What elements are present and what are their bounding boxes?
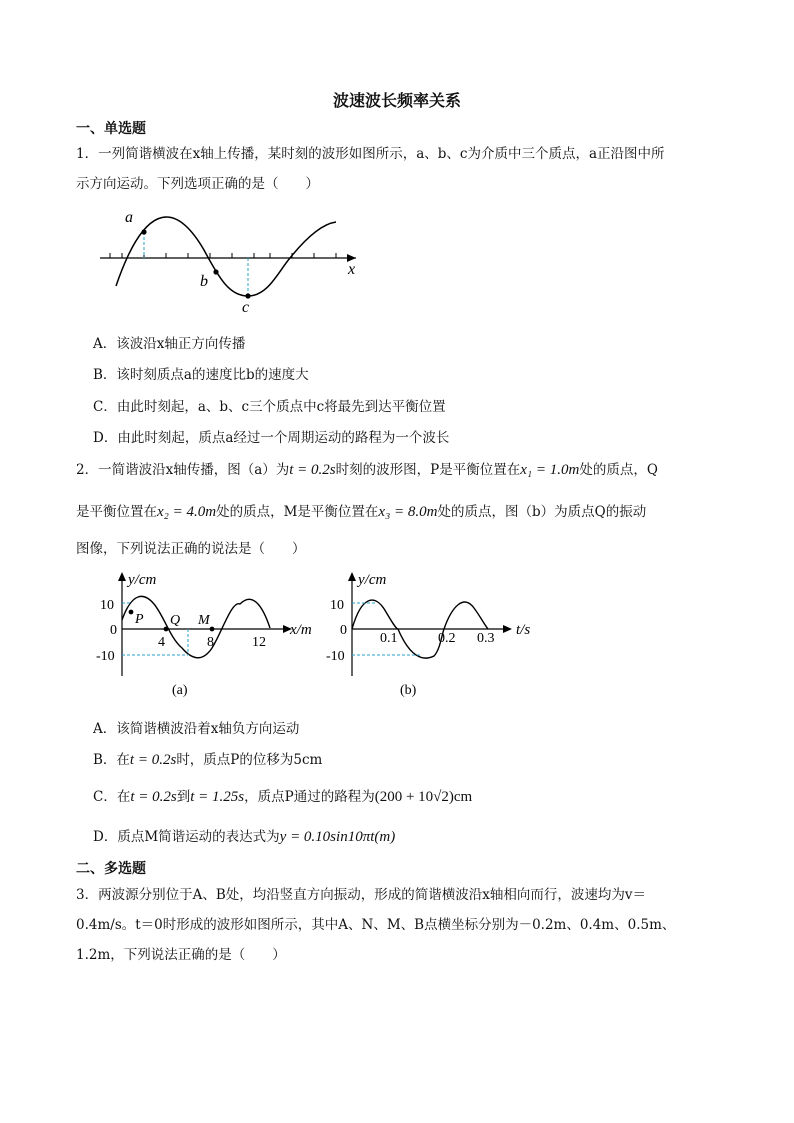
- figb-ylabel: y/cm: [358, 572, 387, 588]
- figa-tick-12: 12: [252, 635, 266, 650]
- q1-label-a: a: [125, 209, 133, 226]
- q1-stem-line1: 1．一列简谐横波在x轴上传播，某时刻的波形如图所示，a、b、c为介质中三个质点，a正沿图中所: [76, 146, 665, 162]
- figb-tick-0.3: 0.3: [477, 631, 495, 646]
- q1-point-c: [245, 293, 250, 298]
- q2-option-d[interactable]: D．质点M简谐运动的表达式为y = 0.10sin10πt(m): [93, 829, 396, 845]
- section-single-choice: 一、单选题: [76, 121, 146, 137]
- q3-stem-line2: 0.4m/s。t＝0时形成的波形如图所示，其中A、N、M、B点横坐标分别为－0.2m、0.4m、0.5m、: [76, 917, 676, 933]
- figa-y-top: 10: [100, 598, 114, 613]
- q1-label-c: c: [242, 299, 250, 316]
- q2-time-expr: t = 0.2s: [289, 462, 336, 478]
- figa-xlabel: x/m: [290, 622, 312, 638]
- page-title: 波速波长频率关系: [332, 91, 461, 110]
- q2-stem-line1: 2．一简谐波沿x轴传播，图（a）为t = 0.2s时刻的波形图，P是平衡位置在x₁ = 1.0m处的质点，Q: [76, 462, 658, 478]
- q2-x1-expr: x₁ = 1.0m: [520, 462, 580, 478]
- figa-point-P: [129, 610, 134, 615]
- figa-y-zero: 0: [110, 623, 117, 638]
- q1-option-a[interactable]: A．该波沿x轴正方向传播: [93, 336, 246, 352]
- figa-label-M: M: [198, 613, 210, 628]
- figa-caption: (a): [172, 683, 188, 698]
- q1-point-b: [213, 269, 218, 274]
- q1-option-c[interactable]: C．由此时刻起，a、b、c三个质点中c将最先到达平衡位置: [93, 399, 446, 415]
- q2-optd-expression: y = 0.10sin10πt(m): [279, 829, 396, 845]
- figb-caption: (b): [400, 683, 417, 698]
- q2-option-a[interactable]: A．该简谐横波沿着x轴负方向运动: [93, 721, 300, 737]
- figa-ylabel: y/cm: [128, 572, 157, 588]
- q1-option-d[interactable]: D．由此时刻起，质点a经过一个周期运动的路程为一个波长: [93, 430, 450, 446]
- q1-label-b: b: [200, 273, 208, 290]
- q3-stem-line3: 1.2m，下列说法正确的是（ ）: [76, 947, 286, 963]
- q2-stem-line2: 是平衡位置在x₂ = 4.0m处的质点，M是平衡位置在x₃ = 8.0m处的质点，图（b）为质点Q的振动: [76, 504, 647, 520]
- figa-label-Q: Q: [170, 613, 181, 628]
- figa-wave-curve: [122, 596, 270, 657]
- q2-option-b[interactable]: B．在t = 0.2s时，质点P的位移为5cm: [93, 752, 323, 768]
- section-multiple-choice: 二、多选题: [76, 861, 146, 877]
- figa-label-P: P: [135, 612, 144, 627]
- figa-point-Q: [164, 627, 169, 632]
- q1-wave-curve: [116, 217, 336, 296]
- q2-figure-b: [322, 568, 542, 703]
- q1-point-a: [141, 229, 146, 234]
- figa-tick-4: 4: [158, 635, 165, 650]
- figa-point-M: [210, 627, 215, 632]
- q1-option-b[interactable]: B．该时刻质点a的速度比b的速度大: [93, 367, 309, 383]
- q2-optc-expression: (200 + 10√2)cm: [374, 789, 473, 805]
- figb-tick-0.2: 0.2: [438, 631, 456, 646]
- figb-tick-0.1: 0.1: [380, 631, 398, 646]
- q2-figure-a: [92, 568, 332, 703]
- figb-y-top: 10: [330, 598, 344, 613]
- figb-y-zero: 0: [340, 623, 347, 638]
- q2-option-c[interactable]: C．在t = 0.2s到t = 1.25s，质点P通过的路程为(200 + 10√2)cm: [93, 789, 473, 805]
- q1-label-x: x: [348, 261, 356, 278]
- q2-stem-line3: 图像，下列说法正确的说法是（ ）: [76, 541, 306, 557]
- figa-tick-8: 8: [207, 635, 214, 650]
- q1-stem-line2: 示方向运动。下列选项正确的是（ ）: [76, 176, 319, 192]
- q1-wave-figure: [90, 200, 380, 320]
- q3-stem-line1: 3．两波源分别位于A、B处，均沿竖直方向振动，形成的简谐横波沿x轴相向而行，波速均为v＝: [76, 887, 646, 903]
- figb-xlabel: t/s: [516, 622, 531, 638]
- q2-x2-expr: x₂ = 4.0m: [157, 504, 217, 520]
- q2-x3-expr: x₃ = 8.0m: [378, 504, 438, 520]
- figa-y-bottom: -10: [96, 649, 115, 664]
- figb-y-bottom: -10: [326, 649, 345, 664]
